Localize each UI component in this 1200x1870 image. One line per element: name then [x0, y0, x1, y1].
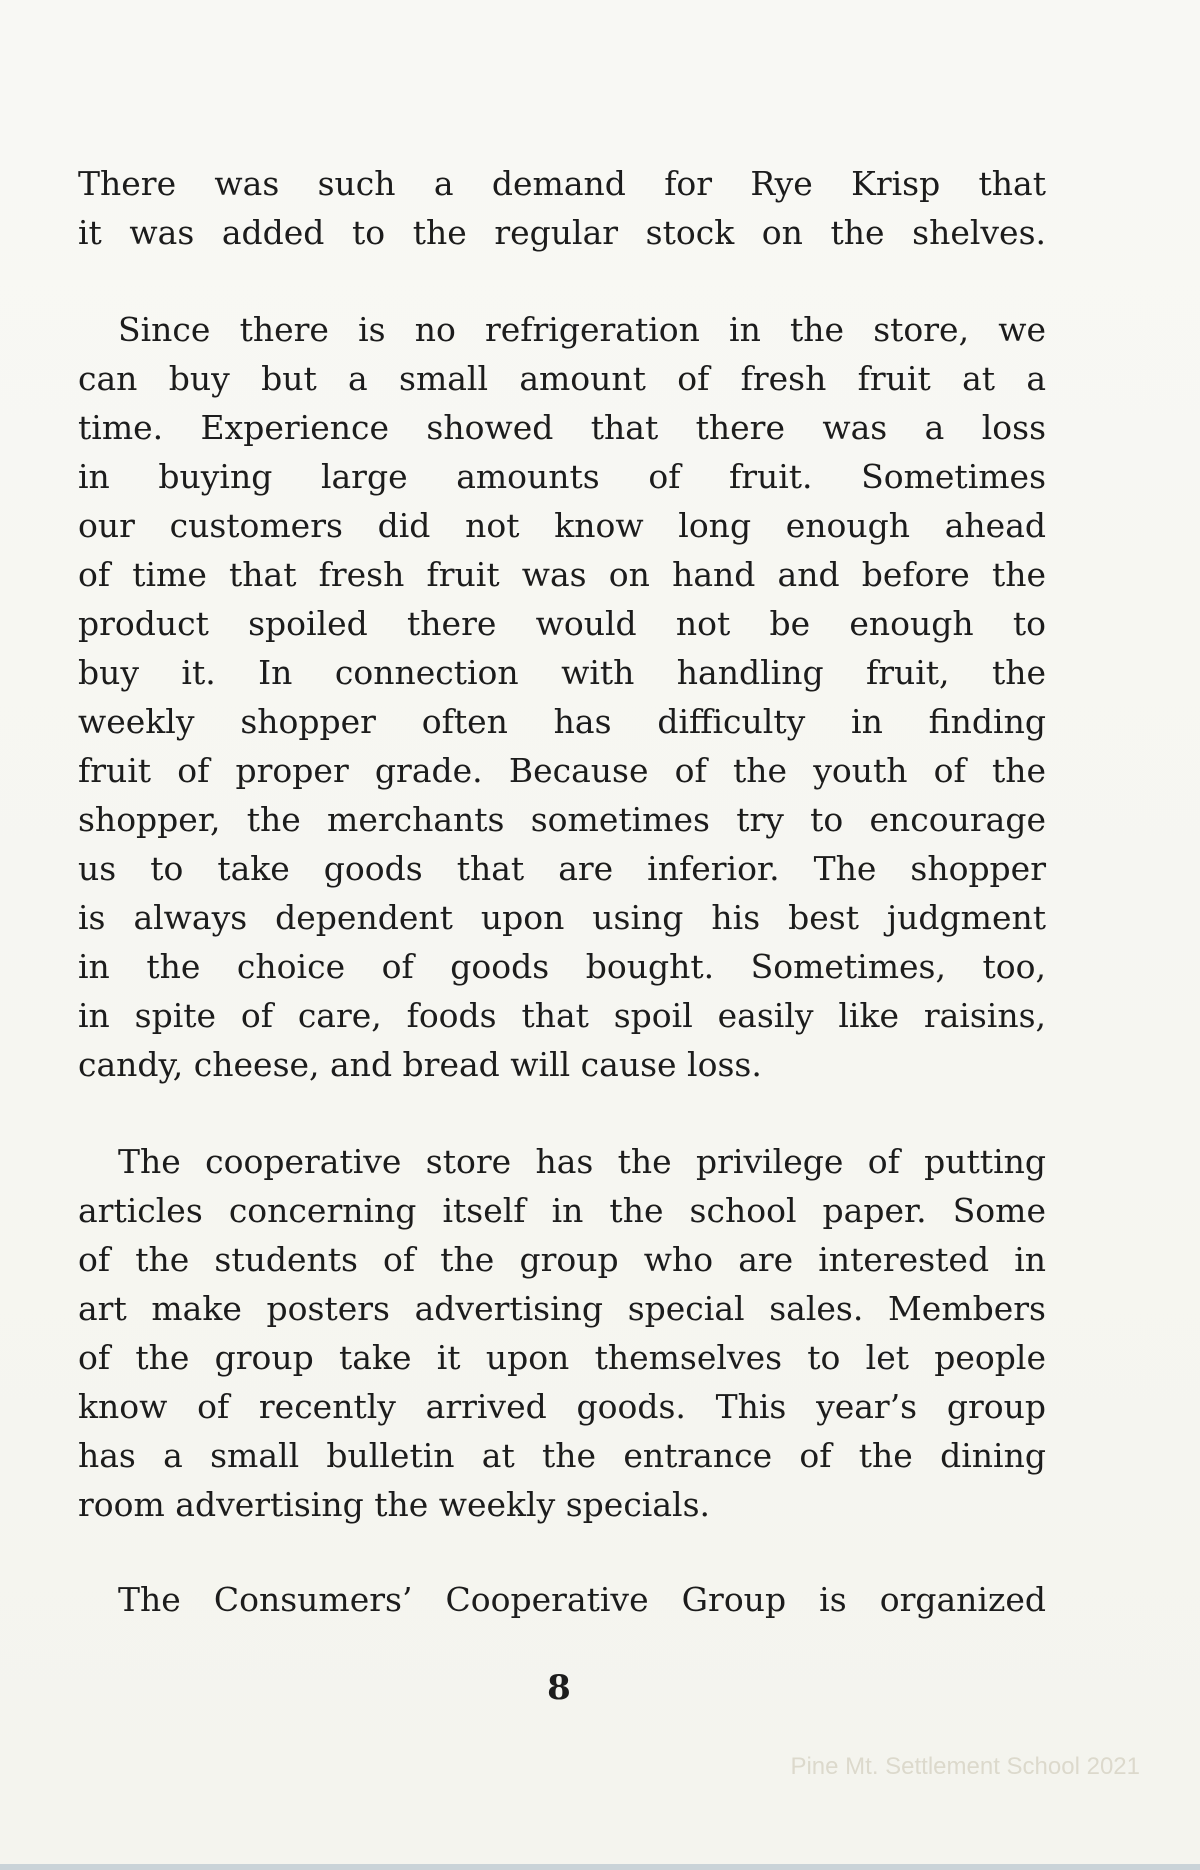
- text-line: room advertising the weekly specials.: [78, 1485, 711, 1524]
- text-line: has a small bulletin at the entrance of the dining: [78, 1436, 1046, 1475]
- text-line: it was added to the regular stock on the shelves.: [78, 213, 1046, 252]
- text-line: articles concerning itself in the school paper. Some: [78, 1191, 1046, 1230]
- text-line: in buying large amounts of fruit. Sometimes: [78, 457, 1046, 496]
- page-number: 8: [547, 1668, 571, 1708]
- text-line: in spite of care, foods that spoil easily like raisins,: [78, 996, 1046, 1035]
- text-line: candy, cheese, and bread will cause loss.: [78, 1045, 762, 1084]
- text-line: of time that fresh fruit was on hand and before the: [78, 555, 1046, 594]
- text-line: art make posters advertising special sales. Members: [78, 1289, 1046, 1328]
- text-line: us to take goods that are inferior. The shopper: [78, 849, 1046, 888]
- text-line: product spoiled there would not be enough to: [78, 604, 1046, 643]
- text-line: shopper, the merchants sometimes try to encourage: [78, 800, 1046, 839]
- paragraph: [78, 305, 1046, 1089]
- text-line: is always dependent upon using his best judgment: [78, 898, 1046, 937]
- paragraph: [78, 1575, 1046, 1624]
- text-line: fruit of proper grade. Because of the youth of the: [78, 751, 1046, 790]
- text-line: can buy but a small amount of fresh fruit at a: [78, 359, 1046, 398]
- text-line: of the group take it upon themselves to let people: [78, 1338, 1046, 1377]
- watermark: Pine Mt. Settlement School 2021: [790, 1753, 1140, 1780]
- text-line: buy it. In connection with handling fruit, the: [78, 653, 1046, 692]
- text-line: our customers did not know long enough ahead: [78, 506, 1046, 545]
- text-line: The Consumers’ Cooperative Group is organized: [118, 1580, 1046, 1619]
- text-line: weekly shopper often has difficulty in finding: [78, 702, 1046, 741]
- text-line: There was such a demand for Rye Krisp that: [78, 164, 1046, 203]
- paragraph: [78, 159, 1046, 257]
- text-line: Since there is no refrigeration in the store, we: [118, 310, 1046, 349]
- text-line: of the students of the group who are interested in: [78, 1240, 1046, 1279]
- text-line: time. Experience showed that there was a loss: [78, 408, 1046, 447]
- text-line: know of recently arrived goods. This year’s group: [78, 1387, 1046, 1426]
- paragraph: [78, 1137, 1046, 1529]
- text-line: in the choice of goods bought. Sometimes, too,: [78, 947, 1046, 986]
- text-line: The cooperative store has the privilege of putting: [118, 1142, 1046, 1181]
- page-bottom-edge: [0, 1864, 1200, 1870]
